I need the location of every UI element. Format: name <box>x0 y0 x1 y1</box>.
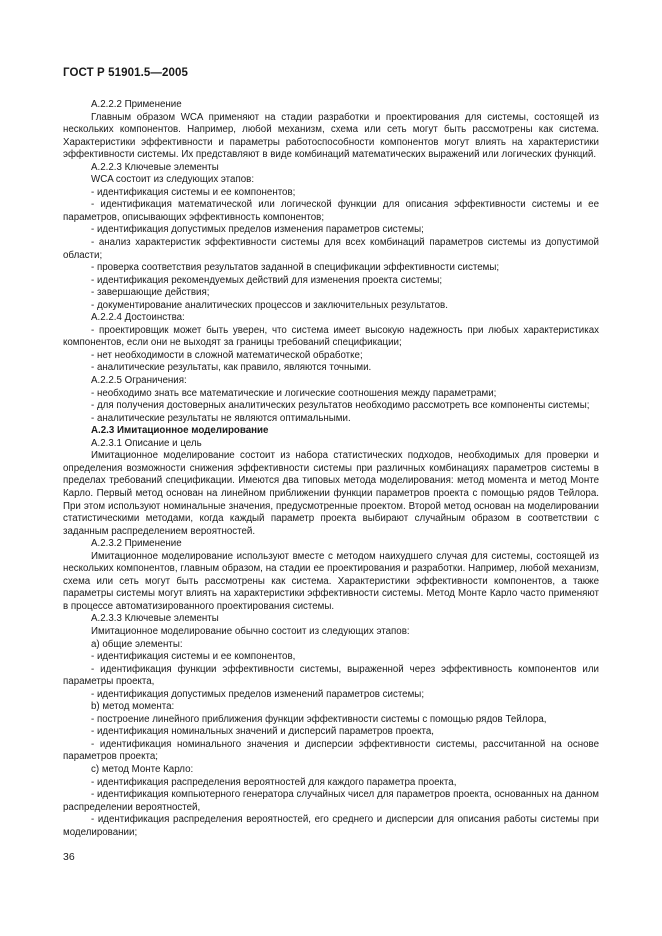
paragraph: - нет необходимости в сложной математической обработке; <box>91 349 363 361</box>
paragraph: - проверка соответствия результатов заданной в спецификации эффективности системы; <box>91 262 500 274</box>
paragraph: - для получения достоверных аналитических результатов необходимо рассмотреть все компоненты системы; <box>91 400 590 412</box>
paragraph: c) метод Монте Карло: <box>91 763 194 775</box>
page-number: 36 <box>63 851 75 863</box>
paragraph: A.2.2.2 Применение <box>91 99 182 110</box>
document-header: ГОСТ Р 51901.5—2005 <box>63 67 188 79</box>
paragraph: A.2.3.3 Ключевые элементы <box>91 613 219 625</box>
paragraph: Имитационное моделирование используют вместе с методом наихудшего случая для системы, состоящей из нескольких компонентов, главным образом, на стадии ее проектирования и разработки. Например, любой механизм, схема или сеть могут быть рассмотрены как система. Характеристики эффективности компонентов, а также параметры системы могут влиять на характеристики эффективности системы. Метод Монте Карло часто применяют в процессе автоматизированного проектирования системы. <box>63 550 599 612</box>
paragraph: Имитационное моделирование обычно состоит из следующих этапов: <box>91 625 410 637</box>
paragraph: - идентификация номинальных значений и дисперсий параметров проекта, <box>91 726 434 738</box>
paragraph: A.2.2.5 Ограничения: <box>91 375 187 387</box>
paragraph: - идентификация системы и ее компонентов; <box>91 186 296 198</box>
section-heading: A.2.3 Имитационное моделирование <box>91 425 269 437</box>
paragraph: - построение линейного приближения функции эффективности системы с помощью рядов Тейлора, <box>91 713 547 725</box>
paragraph: - идентификация рекомендуемых действий для изменения проекта системы; <box>91 274 443 286</box>
paragraph: - идентификация допустимых пределов изменений параметров системы; <box>91 688 425 700</box>
paragraph: - идентификация функции эффективности системы, выраженной через эффективность компонентов или параметры проекта, <box>63 663 599 688</box>
paragraph: WCA состоит из следующих этапов: <box>91 174 255 186</box>
paragraph: A.2.3.2 Применение <box>91 538 182 550</box>
paragraph: - необходимо знать все математические и логические соотношения между параметрами; <box>91 387 497 399</box>
paragraph: a) общие элементы: <box>91 638 183 650</box>
paragraph: Имитационное моделирование состоит из набора статистических подходов, необходимых для проверки и определения возможности снижения эффективности системы при различных комбинациях параметров системы в пределах требований спецификации. Имеются два типовых метода моделирования: метод момента и метод Монте Карло. Первый метод основан на линейном приближении функции параметров проекта с помощью рядов Тейлора. При этом используют номинальные значения, предусмотренные проектом. Второй метод основан на моделировании статистическими методами, когда каждый параметр проекта выбирают случайным образом в соответствии с заданным распределением вероятностей. <box>63 450 599 537</box>
document-body <box>63 99 599 839</box>
paragraph: - анализ характеристик эффективности системы для всех комбинаций параметров системы из допустимой области; <box>63 237 599 261</box>
paragraph: A.2.2.4 Достоинства: <box>91 312 185 324</box>
paragraph: - проектировщик может быть уверен, что система имеет высокую надежность при любых характеристиках компонентов, если они не выходят за границы требований спецификации; <box>63 324 599 349</box>
paragraph: - аналитические результаты, как правило, являются точными. <box>91 362 372 374</box>
paragraph: - аналитические результаты не являются оптимальными. <box>91 412 351 424</box>
paragraph: - идентификация допустимых пределов изменения параметров системы; <box>91 224 424 236</box>
paragraph: - идентификация номинального значения и дисперсии эффективности системы, рассчитанной на основе параметров проекта; <box>63 738 599 763</box>
paragraph: A.2.3.1 Описание и цель <box>91 437 202 449</box>
paragraph: - идентификация системы и ее компонентов, <box>91 651 296 663</box>
paragraph: - идентификация компьютерного генератора случайных чисел для параметров проекта, основанных на данном распределении вероятностей, <box>63 789 599 813</box>
paragraph: - идентификация распределения вероятностей, его среднего и дисперсии для описания работы системы при моделировании; <box>63 814 599 838</box>
paragraph: b) метод момента: <box>91 701 175 713</box>
paragraph: Главным образом WCA применяют на стадии разработки и проектирования для системы, состоящей из нескольких компонентов. Например, любой механизм, схема или сеть могут быть рассмотрены как система. Характеристики эффективности и параметры работоспособности компонентов могут влиять на характеристики эффективности системы. Их представляют в виде комбинаций математических выражений или логических функций. <box>63 111 599 161</box>
paragraph: A.2.2.3 Ключевые элементы <box>91 161 219 173</box>
paragraph: - идентификация математической или логической функции для описания эффективности системы и ее параметров, описывающих эффективность компонентов; <box>63 199 599 223</box>
paragraph: - идентификация распределения вероятностей для каждого параметра проекта, <box>91 776 457 788</box>
paragraph: - документирование аналитических процессов и заключительных результатов. <box>91 299 448 311</box>
paragraph: - завершающие действия; <box>91 287 210 299</box>
